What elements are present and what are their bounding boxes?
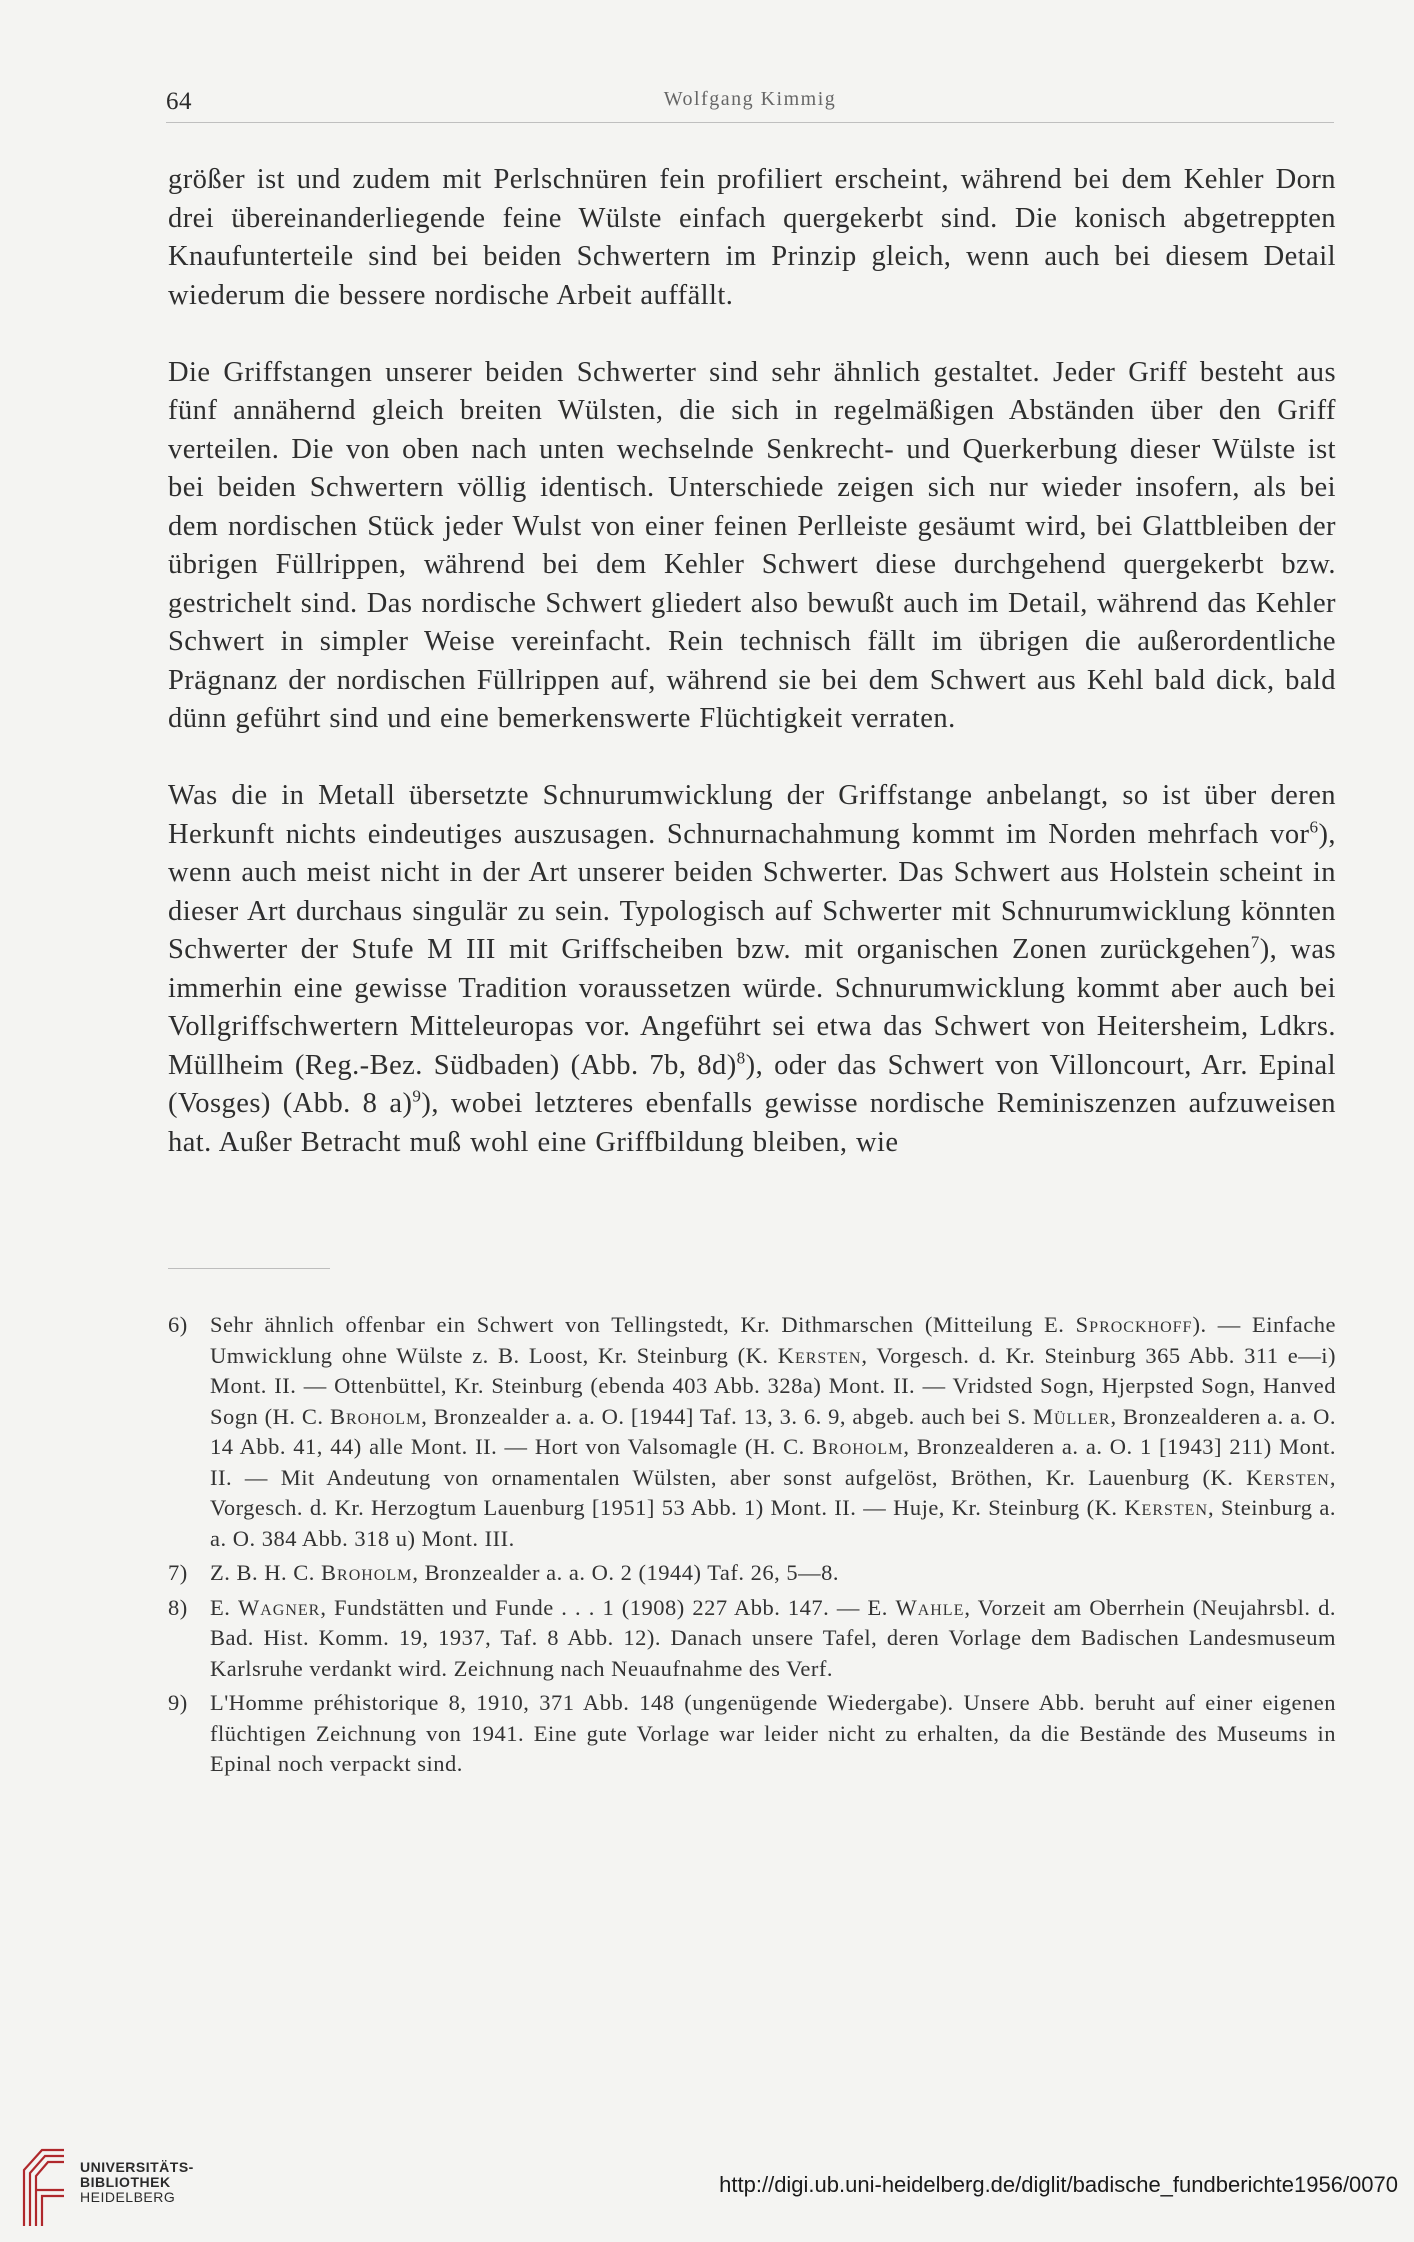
footnote-text: , Bronzealderen a. a. O. 14 Abb. 41, 44) alle Mont. II. — Hort von Valsomagle (H. C. [210,1403,1336,1459]
library-name-line-3: HEIDELBERG [80,2189,176,2205]
paragraph-3-text-e: ), wobei letzteres ebenfalls gewisse nordische Reminiszenzen aufzuweisen hat. Außer Betracht muß wohl eine Griffbildung bleiben, wie [168,1088,1336,1158]
paragraph-3 [168,777,1336,1162]
footnote-text: , Vorgesch. d. Kr. Steinburg 365 Abb. 311 e—i) Mont. II. — Ottenbüttel, Kr. Steinburg (ebenda 403 Abb. 328a) Mont. II. — Vridsted Sogn, Hjerpsted Sogn, Hanved Sogn (H. C. [210,1342,1337,1429]
author-name: Broholm [321,1560,413,1585]
footnote-text: Z. B. H. C. [210,1560,322,1585]
footnote-text: , Bronzealder a. a. O. [1944] Taf. 13, 3. 6. 9, abgeb. auch bei S. [421,1403,1033,1429]
footnote-ref-9[interactable]: 9 [412,1086,422,1106]
footnote-3 [168,1593,1336,1685]
library-name-line-2: BIBLIOTHEK [80,2174,171,2190]
university-library-logo-icon [20,2140,66,2230]
source-url-link[interactable]: http://digi.ub.uni-heidelberg.de/diglit/badische_fundberichte1956/0070 [719,2172,1398,2197]
footnote-text: ). — Einfache Umwicklung ohne Wülste z. B. Loost, Kr. Steinburg (K. [210,1312,1336,1368]
running-title: Wolfgang Kimmig [663,88,837,110]
footnote-text: , Bronzealder a. a. O. 2 (1944) Taf. 26, 5—8. [412,1560,840,1585]
body-text [168,161,1336,1201]
author-name: Kersten [777,1342,862,1368]
footnote-mark: 8) [168,1594,188,1620]
footnote-text: L'Homme préhistorique 8, 1910, 371 Abb. 148 (ungenügende Wiedergabe). Unsere Abb. beruht auf einer eigenen flüchtigen Zeichnung von 1941. Eine gute Vorlage war leider nicht zu erhalten, da die Bestände des Museums in Epinal noch verpackt sind. [210,1690,1336,1776]
author-name: Kersten [1246,1464,1330,1490]
footnote-text: Sehr ähnlich offenbar ein Schwert von Tellingstedt, Kr. Dithmarschen (Mitteilung E. [210,1312,1076,1337]
page-footer [0,2128,1414,2242]
footnote-4 [168,1688,1336,1780]
paragraph-3-text-b: ), wenn auch meist nicht in der Art unserer beiden Schwerter. Das Schwert aus Holstein scheint in dieser Art durchaus singulär zu sein. Typologisch auf Schwerter mit Schnurumwicklung könnten Schwerter der Stufe M III mit Griffscheiben bzw. mit organischen Zonen zurückgehen [168,818,1336,965]
footnote-text: , Fundstätten und Funde . . . 1 (1908) 227 Abb. 147. — E. [320,1594,896,1620]
footnote-divider [168,1268,330,1269]
footnotes [168,1310,1336,1780]
paragraph-2: Die Griffstangen unserer beiden Schwerter sind sehr ähnlich gestaltet. Jeder Griff besteht aus fünf annähernd gleich breiten Wülsten, die sich in regelmäßigen Abständen über den Griff verteilen. Die von oben nach unten wechselnde Senkrecht- und Querkerbung dieser Wülste ist bei beiden Schwertern völlig identisch. Unterschiede zeigen sich nur wieder insofern, als bei dem nordischen Stück jeder Wulst von einer feinen Perlleiste gesäumt wird, bei Glattbleiben der übrigen Füllrippen, während bei dem Kehler Schwert diese durchgehend quergekerbt bzw. gestrichelt sind. Das nordische Schwert gliedert also bewußt auch im Detail, während das Kehler Schwert in simpler Weise vereinfacht. Rein technisch fällt im übrigen die außerordentliche Prägnanz der nordischen Füllrippen auf, während sie bei dem Schwert aus Kehl bald dick, bald dünn geführt sind und eine bemerkenswerte Flüchtigkeit verraten. [168,356,1336,734]
library-name [80,2160,194,2205]
footnote-mark: 7) [168,1560,188,1585]
running-header [166,88,1334,123]
footnote-text: , Steinburg a. a. O. 384 Abb. 318 u) Mont. III. [210,1495,1336,1551]
paragraph-3-text-a: Was die in Metall übersetzte Schnurumwicklung der Griffstange anbelangt, so ist über deren Herkunft nichts eindeutiges auszusagen. Schnurnachahmung kommt im Norden mehrfach vor [168,780,1336,850]
paragraph-3-text-c: ), was immerhin eine gewisse Tradition voraussetzen würde. Schnurumwicklung kommt aber auch bei Vollgriffschwertern Mitteleuropas vor. Angeführt sei etwa das Schwert von Heitersheim, Ldkrs. Müllheim (Reg.-Bez. Südbaden) (Abb. 7b, 8d) [168,934,1336,1081]
footnote-1 [168,1310,1336,1554]
author-name: Wahle [895,1594,965,1620]
author-name: Müller [1032,1403,1111,1429]
author-name: Wagner [237,1594,321,1620]
footnote-ref-7[interactable]: 7 [1250,932,1260,952]
author-name: Broholm [812,1434,904,1459]
author-name: Sprockhoff [1075,1312,1193,1337]
footnote-text: , Vorgesch. d. Kr. Herzogtum Lauenburg [1951] 53 Abb. 1) Mont. II. — Huje, Kr. Steinburg (K. [210,1464,1336,1520]
footnote-mark: 9) [168,1690,188,1715]
paragraph-1: größer ist und zudem mit Perlschnüren fein profiliert erscheint, während bei dem Kehler Dorn drei übereinanderliegende feine Wülste einfach quergekerbt sind. Die konisch abgetreppten Knaufunterteile sind bei beiden Schwertern im Prinzip gleich, wenn auch bei diesem Detail wiederum die bessere nordische Arbeit auffällt. [168,164,1336,311]
author-name: Kersten [1124,1495,1209,1520]
footnote-ref-8[interactable]: 8 [736,1048,746,1067]
footnote-2 [168,1558,1336,1589]
footnote-text: , Bronzealderen a. a. O. 1 [1943] 211) Mont. II. — Mit Andeutung von ornamentalen Wülsten, aber sonst aufgelöst, Bröthen, Kr. Lauenburg (K. [210,1434,1336,1490]
footnote-text: E. [210,1594,238,1620]
author-name: Broholm [329,1403,422,1429]
page-number: 64 [166,88,192,115]
footnote-mark: 6) [168,1312,188,1337]
footnote-text: , Vorzeit am Oberrhein (Neujahrsbl. d. Bad. Hist. Komm. 19, 1937, Taf. 8 Abb. 12). Danach unsere Tafel, deren Vorlage dem Badischen Landesmuseum Karlsruhe verdankt wird. Zeichnung nach Neuaufnahme des Verf. [210,1594,1337,1681]
paragraph-3-text-d: ), oder das Schwert von Villoncourt, Arr. Epinal (Vosges) (Abb. 8 a) [168,1049,1337,1119]
library-name-line-1: UNIVERSITÄTS- [80,2159,194,2175]
footnote-ref-6[interactable]: 6 [1309,817,1319,836]
